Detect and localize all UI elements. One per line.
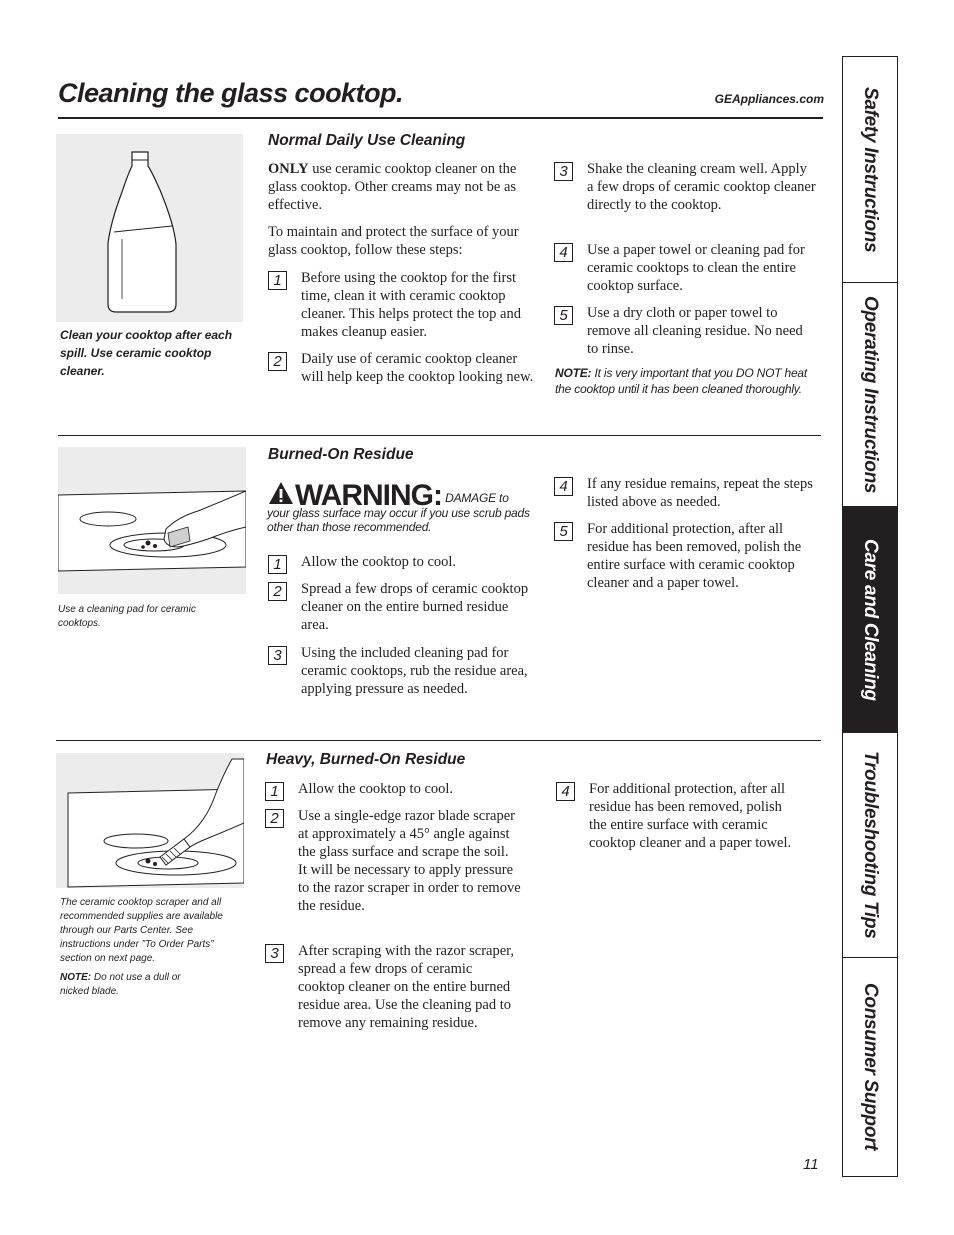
step-number: 4	[554, 243, 573, 262]
step-text: Allow the cooktop to cool.	[298, 781, 454, 797]
step-number: 2	[265, 809, 284, 828]
tab-care-and-cleaning[interactable]	[843, 507, 897, 733]
intro-rest: use ceramic cooktop cleaner on the glass cooktop. Other creams may not be as effective.	[268, 161, 517, 213]
step-text: Use a single-edge razor blade scraper at approximately a 45° angle against the glass surface and scrape the soil. It will be necessary to apply pressure to the razor scraper in order to remove the residue.	[298, 808, 521, 914]
s2-step-1	[268, 553, 530, 571]
tab-label: Consumer Support	[860, 983, 881, 1151]
section1-note	[555, 365, 817, 397]
step-number: 3	[265, 944, 284, 963]
s2-step-2	[268, 580, 530, 634]
step-text: Shake the cleaning cream well. Apply a few drops of ceramic cooktop cleaner directly to the cooktop.	[587, 161, 816, 213]
section1-heading: Normal Daily Use Cleaning	[268, 132, 466, 149]
note-text: It is very important that you DO NOT heat the cooktop until it has been cleaned thoroughly.	[555, 366, 808, 396]
s1-step-1	[268, 269, 534, 341]
step-text: Using the included cleaning pad for ceramic cooktops, rub the residue area, applying pressure as needed.	[301, 645, 528, 697]
warning-word: WARNING:	[295, 479, 442, 512]
title-rule	[58, 117, 823, 119]
step-number: 3	[554, 162, 573, 181]
page-number: 11	[803, 1156, 819, 1173]
tab-label: Troubleshooting Tips	[860, 751, 881, 939]
tab-label: Operating Instructions	[860, 295, 881, 494]
warning-block	[267, 480, 532, 534]
caption-note-text: Do not use a dull or nicked blade.	[60, 972, 181, 997]
section-divider-2	[56, 740, 821, 741]
tab-operating-instructions[interactable]	[843, 283, 897, 507]
tab-consumer-support[interactable]	[843, 958, 897, 1176]
step-number: 4	[554, 477, 573, 496]
s3-step-4	[556, 780, 796, 852]
step-text: For additional protection, after all residue has been removed, polish the entire surface with ceramic cooktop cleaner and a paper towel.	[587, 521, 802, 591]
step-text: Before using the cooktop for the first time, clean it with ceramic cooktop cleaner. This helps protect the top and makes cleanup easier.	[301, 270, 521, 340]
section2-caption: Use a cleaning pad for ceramic cooktops.	[58, 604, 196, 629]
warning-triangle-icon	[267, 480, 295, 506]
tab-label: Care and Cleaning	[860, 538, 881, 701]
section3-caption: The ceramic cooktop scraper and all recommended supplies are available through our Parts Center. See instructions under ”To Order Parts” section on next page.	[60, 897, 223, 964]
section1-intro2: To maintain and protect the surface of your glass cooktop, follow these steps:	[268, 224, 519, 258]
s1-step-5	[554, 304, 816, 358]
step-number: 2	[268, 352, 287, 371]
section2-heading: Burned-On Residue	[268, 446, 414, 463]
step-number: 1	[268, 271, 287, 290]
cleaning-pad-illustration	[58, 447, 246, 594]
tab-safety-instructions[interactable]	[843, 57, 897, 283]
step-number: 3	[268, 646, 287, 665]
s3-step-3	[265, 942, 521, 1032]
page-title: Cleaning the glass cooktop.	[58, 78, 404, 108]
step-text: Use a dry cloth or paper towel to remove all cleaning residue. No need to rinse.	[587, 305, 803, 357]
step-text: After scraping with the razor scraper, spread a few drops of ceramic cooktop cleaner on the entire burned residue area. Use the cleaning pad to remove any remaining residue.	[298, 943, 515, 1031]
step-text: For additional protection, after all residue has been removed, polish the entire surface with ceramic cooktop cleaner and a paper towel.	[589, 781, 792, 851]
step-number: 1	[265, 782, 284, 801]
step-text: Daily use of ceramic cooktop cleaner will help keep the cooktop looking new.	[301, 351, 534, 385]
section-divider-1	[58, 435, 821, 436]
step-text: If any residue remains, repeat the steps listed above as needed.	[587, 476, 813, 510]
step-text: Allow the cooktop to cool.	[301, 554, 457, 570]
warning-text: DAMAGE to your glass surface may occur if you use scrub pads other than those recommended.	[267, 491, 530, 534]
side-tabs	[842, 56, 898, 1177]
s2-step-5	[554, 520, 818, 592]
intro-only: ONLY	[268, 161, 309, 177]
step-number: 5	[554, 522, 573, 541]
step-number: 5	[554, 306, 573, 325]
s1-step-3	[554, 160, 816, 214]
note-label: NOTE:	[555, 366, 592, 380]
site-url: GEAppliances.com	[714, 92, 824, 106]
step-text: Use a paper towel or cleaning pad for ceramic cooktops to clean the entire cooktop surface.	[587, 242, 805, 294]
step-number: 1	[268, 555, 287, 574]
section3-caption-note	[60, 971, 210, 999]
step-number: 4	[556, 782, 575, 801]
step-text: Spread a few drops of ceramic cooktop cleaner on the entire burned residue area.	[301, 581, 529, 633]
step-number: 2	[268, 582, 287, 601]
s1-step-4	[554, 241, 816, 295]
razor-scraper-illustration	[56, 753, 244, 888]
s2-step-3	[268, 644, 530, 698]
s2-step-4	[554, 475, 818, 511]
s1-step-2	[268, 350, 534, 386]
section1-caption: Clean your cooktop after each spill. Use ceramic cooktop cleaner.	[60, 328, 233, 378]
s3-step-1	[265, 780, 521, 798]
caption-note-label: NOTE:	[60, 972, 92, 983]
cleaner-bottle-illustration	[56, 134, 243, 322]
s3-step-2	[265, 807, 521, 915]
section3-heading: Heavy, Burned-On Residue	[266, 751, 466, 768]
tab-troubleshooting-tips[interactable]	[843, 733, 897, 958]
tab-label: Safety Instructions	[860, 86, 881, 253]
section1-intro	[268, 160, 536, 214]
